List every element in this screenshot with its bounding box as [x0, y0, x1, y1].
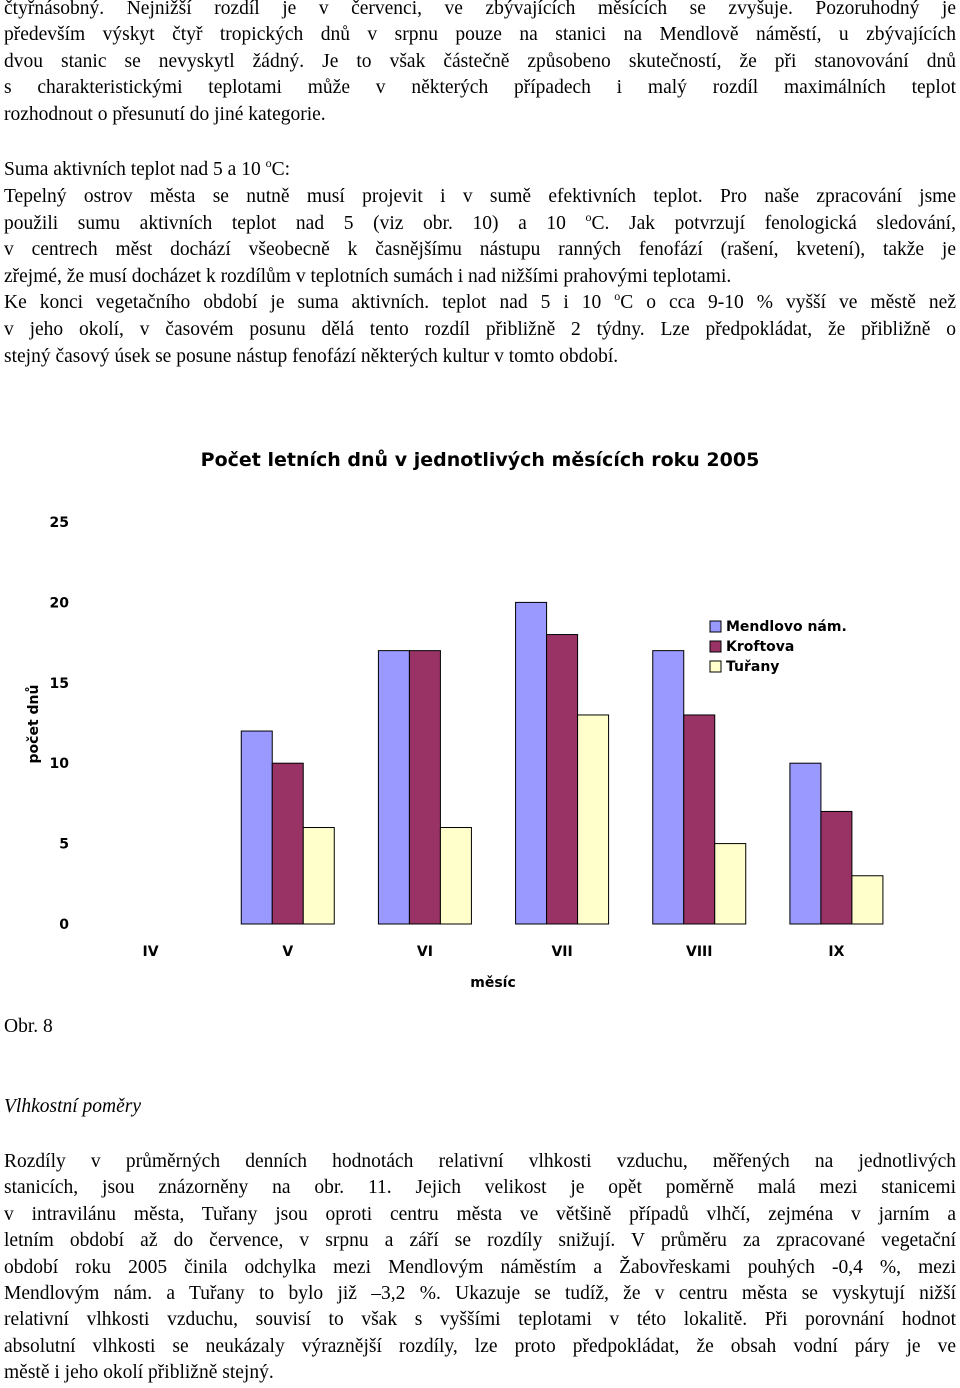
y-tick-label: 15 — [49, 675, 69, 692]
paragraph-line — [4, 290, 956, 317]
bar-VII-0 — [516, 602, 547, 924]
chart-svg — [0, 430, 960, 1000]
y-tick-label: 0 — [59, 917, 69, 933]
bar-V-1 — [272, 763, 303, 924]
degree-superscript: o — [585, 209, 592, 224]
bar-VI-0 — [378, 651, 409, 924]
bar-V-2 — [303, 828, 334, 924]
legend-label: Kroftova — [726, 639, 795, 655]
bar-chart — [0, 430, 960, 1000]
legend-swatch — [710, 621, 721, 632]
x-tick-label: IX — [828, 944, 845, 960]
y-tick-labels — [50, 515, 70, 933]
x-tick-label: V — [282, 944, 294, 960]
y-tick-label: 10 — [49, 756, 69, 773]
line-part: C o cca 9-10 % vyšší ve městě než — [620, 292, 956, 314]
legend-label: Tuřany — [726, 659, 780, 675]
bar-VIII-0 — [653, 651, 684, 924]
paragraph-line: relativní vlhkosti vzduchu, souvisí to však s vyššími teplotami v této lokalitě. Při porovnání hodnot — [4, 1309, 956, 1331]
legend-swatch — [710, 661, 721, 672]
x-tick-labels — [143, 944, 845, 960]
x-tick-label: VII — [551, 944, 573, 960]
paragraph-line: Tepelný ostrov města se nutně musí projevit i v sumě efektivních teplot. Pro naše zpracování jsme — [4, 186, 956, 207]
paragraph-line: rozhodnout o přesunutí do jiné kategorie. — [4, 103, 326, 125]
bar-IX-1 — [821, 811, 852, 924]
line-part: C. Jak potvrzují fenologická sledování, — [591, 212, 956, 234]
paragraph-line: stanicích, jsou znázorněny na obr. 11. Jejich velikost je opět poměrně malá mezi stanicemi — [4, 1177, 956, 1199]
y-tick-label: 5 — [59, 836, 69, 853]
paragraph-line: zřejmé, že musí docházet k rozdílům v teplotních sumách i nad nižšími prahovými teplotami. — [4, 265, 732, 287]
line-part: použili sumu aktivních teplot nad 5 (viz obr. 10) a 10 — [4, 212, 586, 234]
section-paragraph — [4, 184, 956, 370]
bottom-paragraph — [4, 1149, 956, 1387]
top-paragraph — [4, 0, 956, 128]
bar-VIII-2 — [715, 844, 746, 924]
paragraph-line: Mendlovým nám. a Tuřany to bylo již –3,2 %. Ukazuje se tudíž, že v centru města se vyskytují nižší — [4, 1283, 956, 1305]
paragraph-line: dvou stanic se nevyskytl žádný. Je to však částečně způsobeno skutečností, že při stanovování dnů — [4, 50, 956, 72]
paragraph-line: absolutní vlhkosti se neukázaly výraznější rozdíly, lze proto předpokládat, že obsah vodní páry je ve — [4, 1335, 956, 1357]
paragraph-line: v intravilánu města, Tuřany jsou oproti centru města ve většině případů vlhčí, zejména v jarním a — [4, 1203, 956, 1225]
paragraph-line: letním období až do července, v srpnu a září se rozdíly snižují. V průměru za zpracované vegetační — [4, 1230, 956, 1252]
chart-title: Počet letních dnů v jednotlivých měsících roku 2005 — [200, 449, 760, 471]
legend-swatch — [710, 641, 721, 652]
heading-text-end: C: — [271, 159, 291, 180]
degree-superscript: o — [265, 156, 272, 170]
paragraph-line: období roku 2005 činila odchylka mezi Mendlovým náměstím a Žabovřeskami pouhých -0,4 %, mezi — [4, 1256, 956, 1278]
humidity-heading: Vlhkostní poměry — [4, 1096, 142, 1117]
paragraph-line: v jeho okolí, v časovém posunu dělá tento rozdíl přibližně 2 týdny. Lze předpokládat, že přibližně o — [4, 318, 956, 340]
y-axis-label: počet dnů — [26, 684, 42, 764]
y-tick-label: 20 — [49, 595, 69, 612]
paragraph-line: s charakteristickými teplotami může v některých případech i malý rozdíl maximálních teplot — [4, 77, 956, 99]
bar-VI-1 — [409, 651, 440, 924]
x-tick-label: VIII — [686, 944, 713, 960]
paragraph-line: čtyřnásobný. Nejnižší rozdíl je v červenci, ve zbývajících měsících se zvyšuje. Pozoruhodný je — [4, 0, 956, 19]
x-tick-label: IV — [142, 944, 159, 960]
bar-VII-1 — [547, 635, 578, 924]
degree-superscript: o — [614, 289, 621, 304]
bar-IX-2 — [852, 876, 883, 924]
legend — [710, 619, 847, 675]
legend-label: Mendlovo nám. — [726, 619, 847, 635]
bar-IX-0 — [790, 763, 821, 924]
paragraph-line: městě i jeho okolí přibližně stejný. — [4, 1362, 274, 1384]
x-tick-label: VI — [416, 944, 433, 960]
bar-VII-2 — [578, 715, 609, 924]
bar-VIII-1 — [684, 715, 715, 924]
bar-VI-2 — [440, 828, 471, 924]
paragraph-line: Rozdíly v průměrných denních hodnotách relativní vlhkosti vzduchu, měřených na jednotlivých — [4, 1151, 956, 1172]
figure-caption: Obr. 8 — [4, 1016, 53, 1037]
paragraph-line — [4, 211, 956, 238]
line-part: Ke konci vegetačního období je suma aktivních. teplot nad 5 i 10 — [4, 292, 615, 314]
section-heading — [4, 157, 956, 183]
x-axis-label: měsíc — [470, 975, 516, 991]
y-tick-label: 25 — [49, 515, 69, 531]
paragraph-line: stejný časový úsek se posune nástup fenofází některých kultur v tomto období. — [4, 345, 619, 367]
bar-V-0 — [241, 731, 272, 924]
paragraph-line: v centrech měst dochází všeobecně k časnějšímu nástupu ranných fenofází (rašení, kvetení), takže je — [4, 239, 956, 261]
paragraph-line: především výskyt čtyř tropických dnů v srpnu pouze na stanici na Mendlově náměstí, u zbývajících — [4, 24, 956, 46]
heading-text: Suma aktivních teplot nad 5 a 10 — [4, 159, 266, 180]
